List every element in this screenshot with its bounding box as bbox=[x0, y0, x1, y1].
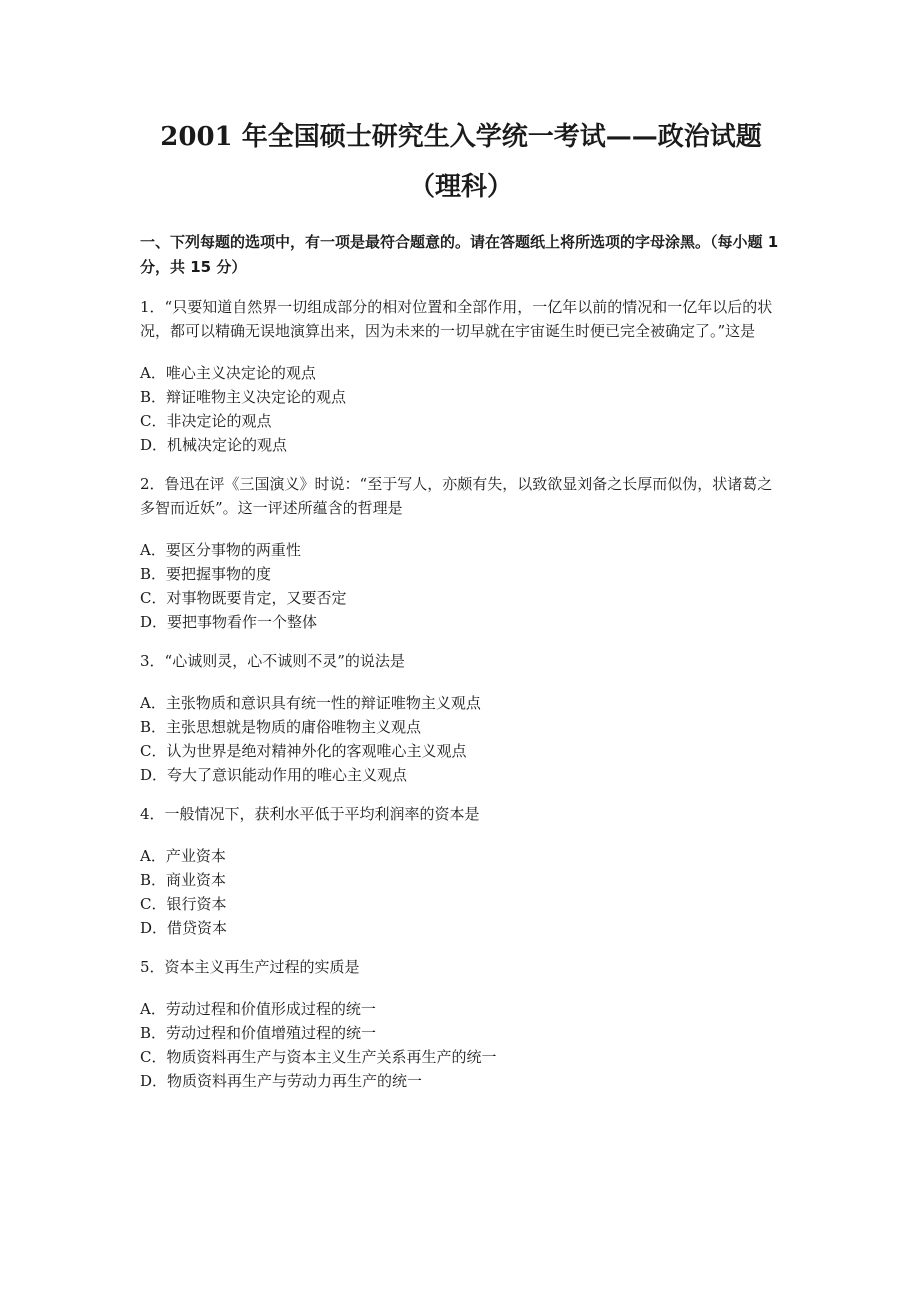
question-stem: 1．“只要知道自然界一切组成部分的相对位置和全部作用，一亿年以前的情况和一亿年以后的状况，都可以精确无误地演算出来，因为未来的一切早就在宇宙诞生时便已完全被确定了。”这是 bbox=[140, 298, 773, 340]
question-stem: 2．鲁迅在评《三国演义》时说：“至于写人，亦颇有失，以致欲显刘备之长厚而似伪，状诸葛之多智而近妖”。这一评述所蕴含的哲理是 bbox=[140, 475, 773, 517]
document-page bbox=[140, 112, 782, 1093]
option-a: A．唯心主义决定论的观点 bbox=[140, 364, 316, 382]
question-5 bbox=[140, 955, 782, 1093]
section-heading: 一、下列每题的选项中，有一项是最符合题意的。请在答题纸上将所选项的字母涂黑。（每小题 1 分，共 15 分） bbox=[140, 233, 779, 276]
title-line-2: （理科） bbox=[408, 172, 513, 202]
option-a: A．主张物质和意识具有统一性的辩证唯物主义观点 bbox=[140, 694, 481, 712]
document-title bbox=[140, 112, 782, 212]
option-list bbox=[140, 691, 782, 787]
option-d: D．借贷资本 bbox=[140, 919, 228, 937]
option-d: D．要把事物看作一个整体 bbox=[140, 613, 318, 631]
option-c: C．非决定论的观点 bbox=[140, 412, 272, 430]
option-a: A．要区分事物的两重性 bbox=[140, 541, 301, 559]
option-b: B．要把握事物的度 bbox=[140, 565, 272, 583]
option-d: D．机械决定论的观点 bbox=[140, 436, 288, 454]
question-stem: 5．资本主义再生产过程的实质是 bbox=[140, 958, 360, 976]
option-c: C．认为世界是绝对精神外化的客观唯心主义观点 bbox=[140, 742, 467, 760]
option-c: C．对事物既要肯定，又要否定 bbox=[140, 589, 347, 607]
question-2 bbox=[140, 472, 782, 634]
option-b: B．主张思想就是物质的庸俗唯物主义观点 bbox=[140, 718, 422, 736]
option-list bbox=[140, 538, 782, 634]
option-c: C．银行资本 bbox=[140, 895, 227, 913]
option-d: D．物质资料再生产与劳动力再生产的统一 bbox=[140, 1072, 423, 1090]
option-b: B．劳动过程和价值增殖过程的统一 bbox=[140, 1024, 377, 1042]
question-stem: 3．“心诚则灵，心不诚则不灵”的说法是 bbox=[140, 652, 405, 670]
option-b: B．商业资本 bbox=[140, 871, 227, 889]
option-a: A．劳动过程和价值形成过程的统一 bbox=[140, 1000, 376, 1018]
option-d: D．夸大了意识能动作用的唯心主义观点 bbox=[140, 766, 408, 784]
option-a: A．产业资本 bbox=[140, 847, 226, 865]
option-list bbox=[140, 361, 782, 457]
option-list bbox=[140, 997, 782, 1093]
question-1 bbox=[140, 295, 782, 457]
option-c: C．物质资料再生产与资本主义生产关系再生产的统一 bbox=[140, 1048, 497, 1066]
option-b: B．辩证唯物主义决定论的观点 bbox=[140, 388, 347, 406]
question-3 bbox=[140, 649, 782, 787]
option-list bbox=[140, 844, 782, 940]
question-4 bbox=[140, 802, 782, 940]
question-stem: 4．一般情况下，获利水平低于平均利润率的资本是 bbox=[140, 805, 480, 823]
title-line-1: 2001 年全国硕士研究生入学统一考试——政治试题 bbox=[160, 122, 762, 152]
